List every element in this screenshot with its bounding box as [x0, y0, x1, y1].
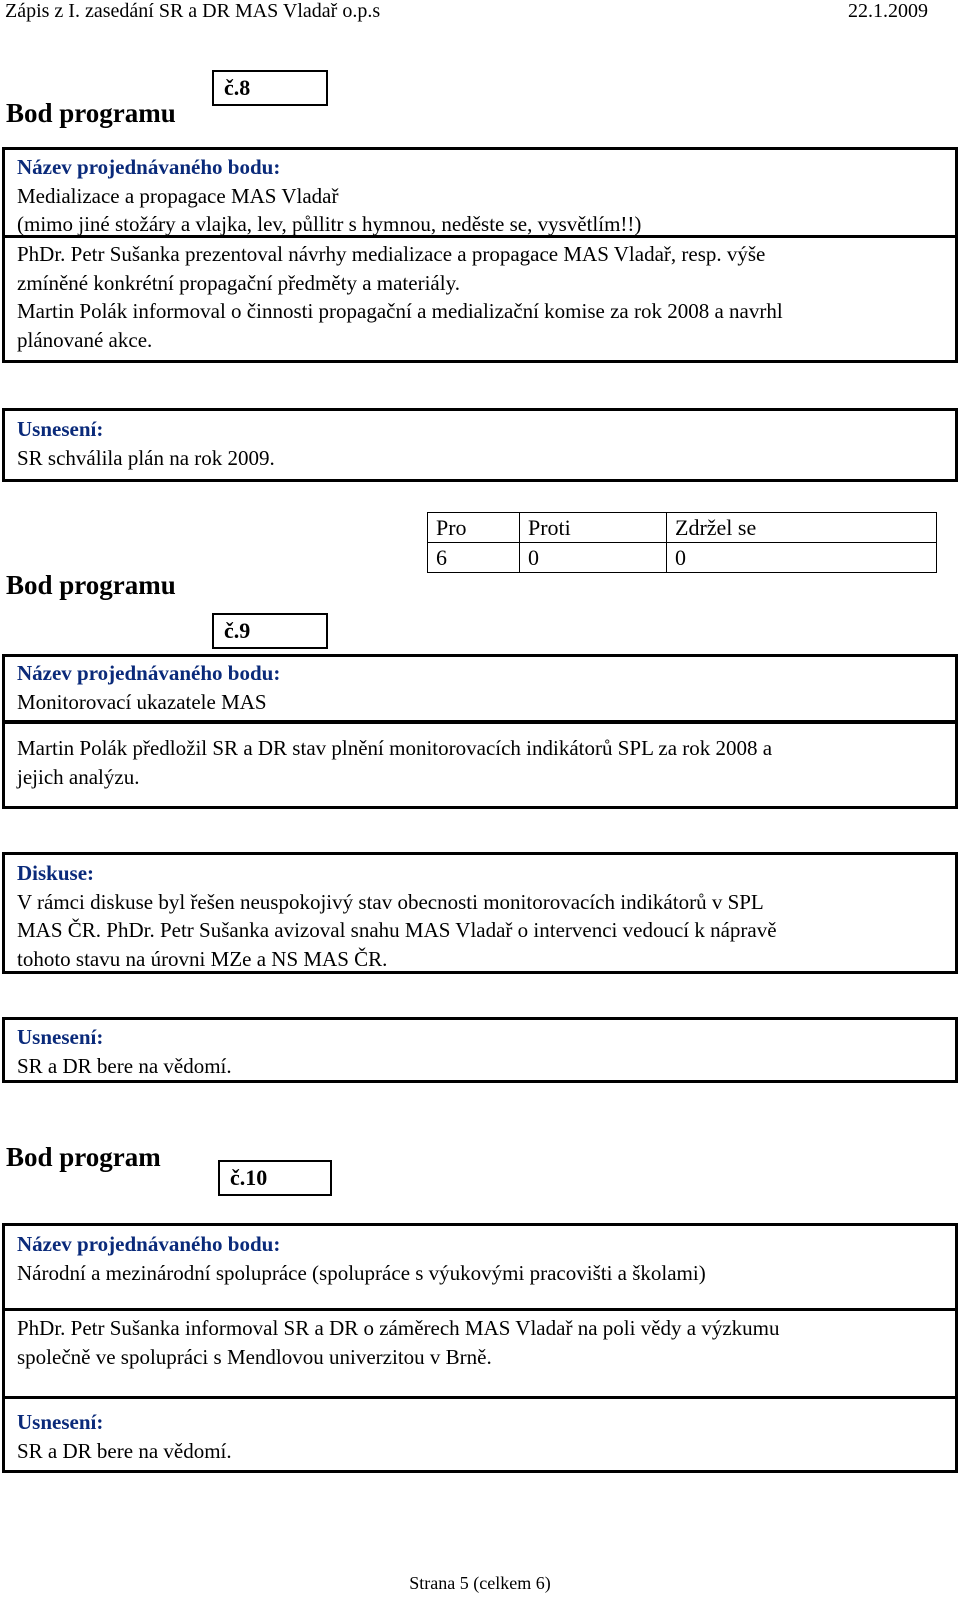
bod-programu-label: Bod program: [6, 1142, 161, 1172]
body-line: Martin Polák informoval o činnosti propagační a medializační komise za rok 2008 a navrhl: [17, 299, 783, 323]
topic-box: [2, 1223, 958, 1473]
topic-box: [2, 654, 958, 723]
discussion-box: [2, 852, 958, 974]
bod-programu-label: Bod programu: [6, 570, 176, 600]
topic-line: Národní a mezinárodní spolupráce (spolupráce s výukovými pracovišti a školami): [17, 1260, 706, 1285]
item-number-box: č.8: [212, 70, 328, 106]
topic-line: Monitorovací ukazatele MAS: [17, 689, 267, 714]
resolution-box: [2, 1017, 958, 1083]
discussion-line: tohoto stavu na úrovni MZe a NS MAS ČR.: [17, 946, 388, 971]
body-line: PhDr. Petr Sušanka prezentoval návrhy medializace a propagace MAS Vladař, resp. výše: [17, 242, 766, 266]
divider: [5, 1396, 955, 1399]
resolution-label: Usnesení:: [17, 417, 104, 441]
body-line: jejich analýzu.: [17, 764, 140, 789]
vote-header-zdrzel: Zdržel se: [667, 513, 937, 543]
discussion-line: V rámci diskuse byl řešen neuspokojivý stav obecnosti monitorovacích indikátorů v SPL: [17, 889, 764, 914]
discussion-label: Diskuse:: [17, 861, 95, 885]
vote-values-row: [428, 543, 937, 573]
vote-header-pro: Pro: [428, 513, 520, 543]
page-footer: Strana 5 (celkem 6): [409, 1573, 551, 1593]
body-line: zmíněné konkrétní propagační předměty a materiály.: [17, 270, 460, 295]
item-number-box: č.10: [218, 1160, 332, 1196]
topic-label: Název projednávaného bodu:: [17, 155, 281, 179]
resolution-text: SR schválila plán na rok 2009.: [17, 445, 275, 470]
topic-label: Název projednávaného bodu:: [17, 661, 281, 685]
resolution-text-block: [17, 1408, 232, 1465]
body-line: společně ve spolupráci s Mendlovou univerzitou v Brně.: [17, 1344, 492, 1369]
vote-value-proti: 0: [520, 543, 667, 573]
discussion-line: MAS ČR. PhDr. Petr Sušanka avizoval snahu MAS Vladař o intervenci vedoucí k nápravě: [17, 918, 777, 942]
resolution-text: SR a DR bere na vědomí.: [17, 1053, 232, 1078]
resolution-text: SR a DR bere na vědomí.: [17, 1438, 232, 1463]
body-line: Martin Polák předložil SR a DR stav plnění monitorovacích indikátorů SPL za rok 2008 a: [17, 736, 773, 760]
vote-value-zdrzel: 0: [667, 543, 937, 573]
vote-header-proti: Proti: [520, 513, 667, 543]
resolution-box: [2, 408, 958, 482]
body-line: plánované akce.: [17, 327, 153, 352]
header-title: Zápis z I. zasedání SR a DR MAS Vladař o.p.s: [5, 0, 381, 22]
topic-box: [2, 147, 958, 363]
topic-line: Medializace a propagace MAS Vladař: [17, 183, 339, 208]
divider: [5, 1308, 955, 1311]
vote-header-row: [428, 513, 937, 543]
vote-value-pro: 6: [428, 543, 520, 573]
bod-programu-label: Bod programu: [6, 98, 176, 128]
item-number-box: č.9: [212, 613, 328, 649]
header-date: 22.1.2009: [848, 0, 928, 22]
topic-line: (mimo jiné stožáry a vlajka, lev, půllitr s hymnou, neděste se, vysvětlím!!): [17, 212, 642, 236]
body-box: [2, 721, 958, 809]
resolution-label: Usnesení:: [17, 1410, 104, 1434]
body-text: [17, 240, 783, 354]
divider: [5, 235, 955, 238]
body-text: [17, 1314, 779, 1371]
vote-table: [427, 512, 937, 573]
topic-label: Název projednávaného bodu:: [17, 1232, 281, 1256]
body-line: PhDr. Petr Sušanka informoval SR a DR o záměrech MAS Vladař na poli vědy a výzkumu: [17, 1316, 780, 1340]
resolution-label: Usnesení:: [17, 1025, 104, 1049]
